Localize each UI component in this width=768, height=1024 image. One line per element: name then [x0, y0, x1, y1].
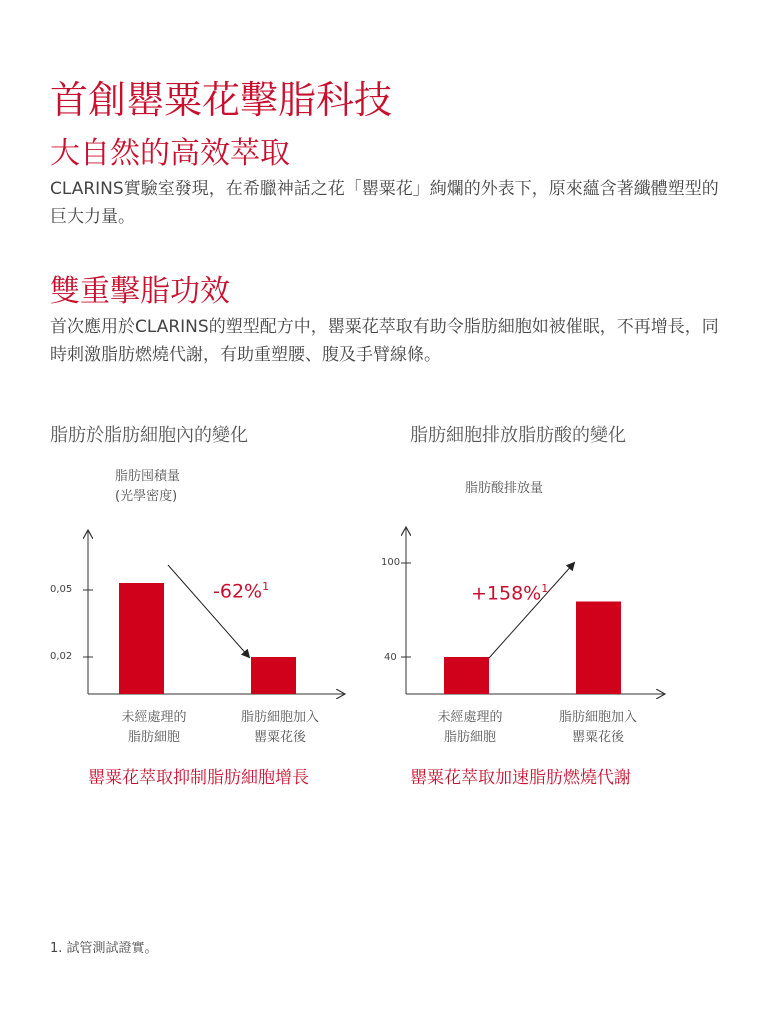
chart2-ylabel: 脂肪酸排放量	[465, 481, 544, 496]
section1-body: CLARINS實驗室發現，在希臘神話之花「罌粟花」絢爛的外表下，原來蘊含著纖體塑型的巨大力量。	[50, 179, 719, 227]
chart2-category-1: 未經處理的 脂肪細胞	[437, 710, 503, 745]
chart2-title: 脂肪細胞排放脂肪酸的變化	[410, 425, 626, 446]
chart1-bar-treated	[251, 657, 296, 694]
chart1-ylabel-line2: (光學密度)	[115, 489, 178, 504]
chart2-bar-treated	[576, 602, 621, 695]
chart1-ytick-high: 0,05	[50, 584, 73, 595]
chart1-caption: 罌粟花萃取抑制脂肪細胞增長	[88, 768, 309, 788]
chart2-ytick-high: 100	[381, 557, 401, 568]
chart2-caption: 罌粟花萃取加速脂肪燃燒代謝	[410, 768, 631, 788]
chart2-change-label: +158%$^1$	[471, 582, 549, 605]
chart2-bar-untreated	[444, 657, 489, 694]
chart1-title: 脂肪於脂肪細胞內的變化	[50, 425, 248, 446]
chart1-ytick-low: 0,02	[50, 651, 73, 662]
chart1-category-1: 未經處理的 脂肪細胞	[121, 710, 187, 745]
page-title: 首創罌粟花擊脂科技	[50, 78, 393, 122]
section2-body: 首次應用於CLARINS的塑型配方中，罌粟花萃取有助令脂肪細胞如被催眠，不再增長，同時刺激脂肪燃燒代謝，有助重塑腰、腹及手臂線條。	[50, 317, 719, 365]
chart1-ylabel-line1: 脂肪囤積量	[115, 469, 181, 484]
footnote: 1. 試管測試證實。	[50, 941, 158, 956]
chart2-ytick-low: 40	[384, 652, 397, 663]
chart2-trend-arrow	[489, 563, 574, 658]
section2-title: 雙重擊脂功效	[50, 274, 230, 309]
chart1-change-label: -62%$^1$	[213, 580, 270, 603]
section1-title: 大自然的高效萃取	[50, 136, 290, 171]
chart1-bar-untreated	[119, 583, 164, 694]
chart2-category-2: 脂肪細胞加入 罌粟花後	[558, 710, 637, 745]
chart1-trend-arrow	[168, 565, 249, 657]
chart1-category-2: 脂肪細胞加入 罌粟花後	[240, 710, 319, 745]
